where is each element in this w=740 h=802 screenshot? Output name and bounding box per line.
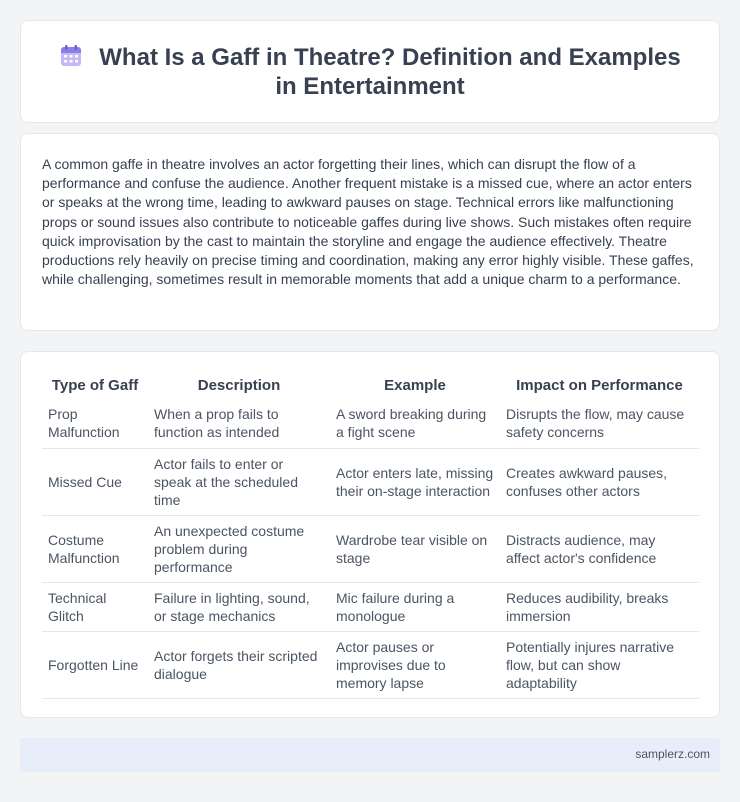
- column-header: Impact on Performance: [516, 377, 683, 394]
- table-cell: Failure in lighting, sound, or stage mechanics: [148, 582, 330, 631]
- table-cell: An unexpected costume problem during performance: [148, 515, 330, 582]
- table-cell: Missed Cue: [42, 448, 148, 515]
- column-header: Description: [197, 377, 281, 394]
- table-cell: Prop Malfunction: [42, 399, 148, 448]
- table-header-row: [42, 373, 699, 399]
- table-cell: Potentially injures narrative flow, but can show adaptability: [500, 631, 699, 698]
- table-cell: Wardrobe tear visible on stage: [330, 515, 500, 582]
- table-cell: Actor fails to enter or speak at the scheduled time: [148, 448, 330, 515]
- table-cell: Forgotten Line: [42, 631, 148, 698]
- table-cell: Actor enters late, missing their on-stage interaction: [330, 448, 500, 515]
- column-header: Type of Gaff: [51, 377, 139, 394]
- table-card: [20, 351, 720, 718]
- gaff-table: [42, 373, 699, 699]
- table-cell: Costume Malfunction: [42, 515, 148, 582]
- table-row: [42, 448, 699, 515]
- table-row: [42, 631, 699, 698]
- table-cell: A sword breaking during a fight scene: [330, 399, 500, 448]
- page-title: [51, 43, 689, 101]
- table-cell: Mic failure during a monologue: [330, 582, 500, 631]
- calendar-icon: [59, 44, 83, 68]
- table-cell: When a prop fails to function as intended: [148, 399, 330, 448]
- table-cell: Actor forgets their scripted dialogue: [148, 631, 330, 698]
- table-row: [42, 582, 699, 631]
- footer-site-link[interactable]: samplerz.com: [635, 747, 710, 761]
- table-cell: Distracts audience, may affect actor's confidence: [500, 515, 699, 582]
- intro-card: [20, 133, 720, 331]
- header-card: [20, 20, 720, 123]
- table-cell: Reduces audibility, breaks immersion: [500, 582, 699, 631]
- intro-paragraph: A common gaffe in theatre involves an actor forgetting their lines, which can disrupt the flow of a performance and confuse the audience. Another frequent mistake is a missed cue, where an actor enters or speaks at the wrong time, leading to awkward pauses on stage. Technical errors like malfunctioning props or sound issues also contribute to noticeable gaffes during live shows. Such mistakes often require quick improvisation by the cast to maintain the storyline and engage the audience effectively. Theatre productions rely heavily on precise timing and coordination, making any error highly visible. These gaffes, while challenging, sometimes result in memorable moments that add a unique charm to a performance.: [42, 156, 694, 288]
- table-row: [42, 399, 699, 448]
- table-cell: Creates awkward pauses, confuses other actors: [500, 448, 699, 515]
- table-cell: Disrupts the flow, may cause safety concerns: [500, 399, 699, 448]
- page-title-text: What Is a Gaff in Theatre? Definition and Examples in Entertainment: [99, 44, 681, 100]
- table-cell: Technical Glitch: [42, 582, 148, 631]
- footer-bar: [20, 738, 720, 772]
- table-cell: Actor pauses or improvises due to memory lapse: [330, 631, 500, 698]
- table-row: [42, 515, 699, 582]
- column-header: Example: [384, 377, 446, 394]
